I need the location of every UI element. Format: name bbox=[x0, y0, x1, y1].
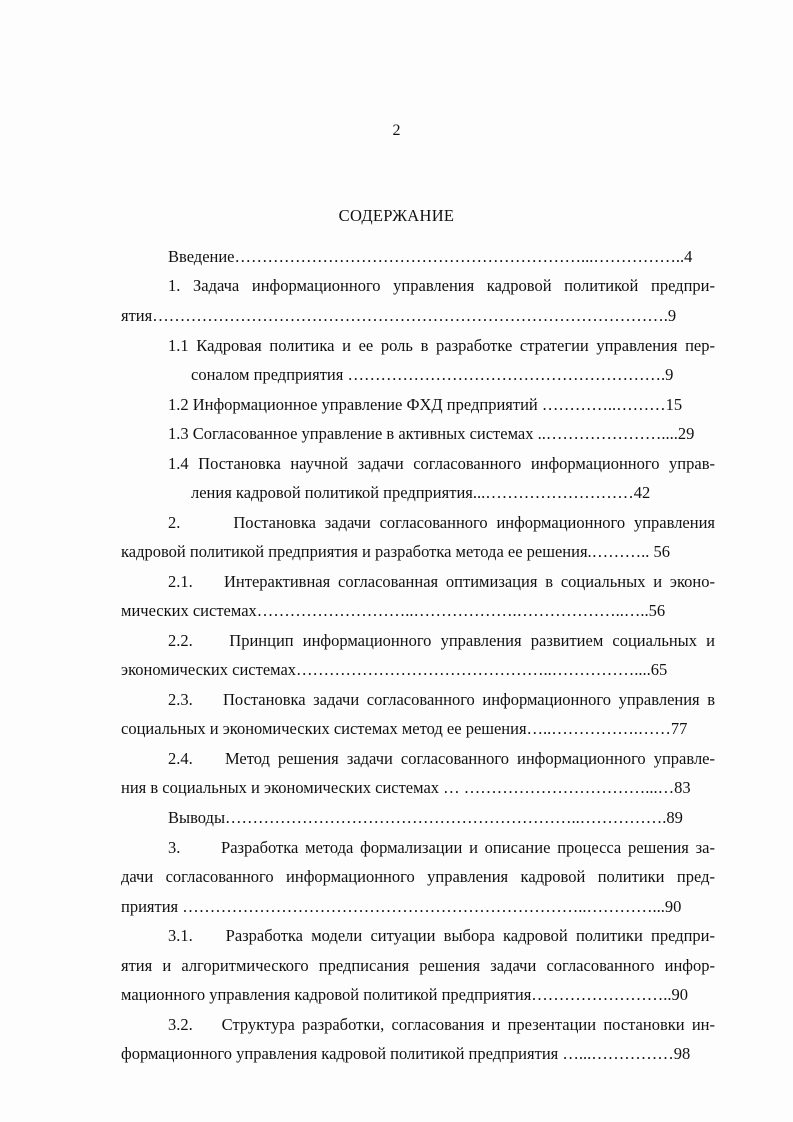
toc-line: мических системах………………………..……………….………………..…..56 bbox=[121, 601, 666, 620]
toc-line: ятия и алгоритмического предписания решения задачи согласованного инфор- bbox=[121, 956, 715, 975]
toc-line: соналом предприятия ………………………………………………….9 bbox=[191, 365, 674, 384]
toc-line: 2. Постановка задачи согласованного информационного управления bbox=[168, 513, 715, 532]
toc-line: ния в социальных и экономических системах … ……………………………...…83 bbox=[121, 778, 691, 797]
toc-line: 1.3 Согласованное управление в активных системах ..…………………....29 bbox=[168, 424, 695, 443]
toc-line: 3. Разработка метода формализации и описание процесса решения за- bbox=[168, 838, 715, 857]
toc-line: формационного управления кадровой политикой предприятия …...……………98 bbox=[121, 1044, 691, 1063]
toc-line: Выводы………………………………………………………..…………….89 bbox=[168, 808, 683, 827]
toc-line: дачи согласованного информационного управления кадровой политики пред- bbox=[121, 867, 715, 886]
toc-line: 2.3. Постановка задачи согласованного информационного управления в bbox=[168, 690, 715, 709]
toc-line: мационного управления кадровой политикой предприятия……………………..90 bbox=[121, 985, 689, 1004]
toc-line: 1.4 Постановка научной задачи согласованного информационного управ- bbox=[168, 454, 715, 473]
toc-line: 3.1. Разработка модели ситуации выбора кадровой политики предпри- bbox=[168, 926, 715, 945]
page-title: СОДЕРЖАНИЕ bbox=[338, 206, 455, 225]
toc-line: 2.2. Принцип информационного управления развитием социальных и bbox=[168, 631, 715, 650]
toc-line: экономических системах………………………………………..……………....65 bbox=[121, 660, 668, 679]
toc-line: социальных и экономических системах метод ее решения…..…………….……77 bbox=[121, 719, 688, 738]
toc-line: 1. Задача информационного управления кадровой политикой предпри- bbox=[168, 276, 715, 295]
toc-line: кадровой политикой предприятия и разработка метода ее решения.……….. 56 bbox=[121, 542, 671, 561]
toc-line: 1.2 Информационное управление ФХД предприятий …………..………15 bbox=[168, 395, 683, 414]
toc-line: 3.2. Структура разработки, согласования и презентации постановки ин- bbox=[168, 1015, 715, 1034]
toc-line: 1.1 Кадровая политика и ее роль в разработке стратегии управления пер- bbox=[168, 336, 715, 355]
toc-line: ятия………………………………………………………………………………….9 bbox=[121, 306, 677, 325]
toc-line: Введение………………………………………………………...……………..4 bbox=[168, 247, 693, 266]
toc-line: 2.1. Интерактивная согласованная оптимизация в социальных и эконо- bbox=[168, 572, 715, 591]
toc-line: ления кадровой политикой предприятия...………………………42 bbox=[191, 483, 651, 502]
toc-line: приятия ………………………………………………………………..…………...90 bbox=[121, 897, 682, 916]
page-number: 2 bbox=[392, 122, 401, 139]
toc-line: 2.4. Метод решения задачи согласованного информационного управле- bbox=[168, 749, 715, 768]
